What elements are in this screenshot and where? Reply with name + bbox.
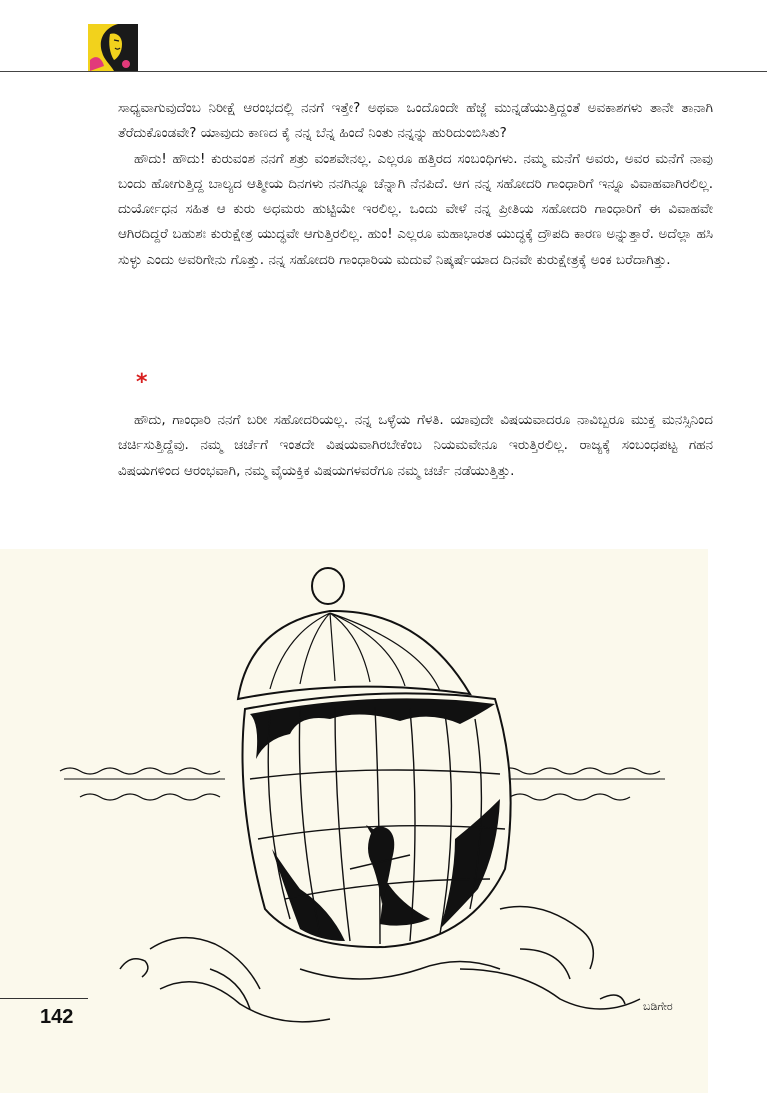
paragraph: ಹೌದು! ಹೌದು! ಕುರುವಂಶ ನನಗೆ ಶತ್ರು ವಂಶವೇನಲ್ಲ. ಎಲ್ಲರೂ ಹತ್ತಿರದ ಸಂಬಂಧಿಗಳು. ನಮ್ಮ ಮನೆಗೆ ಅವರು, ಅವರ ಮನೆಗೆ ನಾವು ಬಂದು ಹೋಗುತ್ತಿದ್ದ ಬಾಲ್ಯದ ಆತ್ಮೀಯ ದಿನಗಳು ನನಗಿನ್ನೂ ಚೆನ್ನಾಗಿ ನೆನಪಿದೆ. ಆಗ ನನ್ನ ಸಹೋದರಿ ಗಾಂಧಾರಿಗೆ ಇನ್ನೂ ವಿವಾಹವಾಗಿರಲಿಲ್ಲ. ದುರ್ಯೋಧನ ಸಹಿತ ಆ ಕುರು ಅಧಮರು ಹುಟ್ಟಿಯೇ ಇರಲಿಲ್ಲ. ಒಂದು ವೇಳೆ ನನ್ನ ಪ್ರೀತಿಯ ಸಹೋದರಿ ಗಾಂಧಾರಿಗೆ ಈ ವಿವಾಹವೇ ಆಗಿರದಿದ್ದರೆ ಬಹುಶಃ ಕುರುಕ್ಷೇತ್ರ ಯುದ್ಧವೇ ಆಗುತ್ತಿರಲಿಲ್ಲ. ಹುಂ! ಎಲ್ಲರೂ ಮಹಾಭಾರತ ಯುದ್ಧಕ್ಕೆ ದ್ರೌಪದಿ ಕಾರಣ ಅನ್ನುತ್ತಾರೆ. ಅದೆಲ್ಲಾ ಹಸಿ ಸುಳ್ಳು ಎಂದು ಅವರಿಗೇನು ಗೊತ್ತು. ನನ್ನ ಸಹೋದರಿ ಗಾಂಧಾರಿಯ ಮದುವೆ ನಿಷ್ಕರ್ಷೆಯಾದ ದಿನವೇ ಕುರುಕ್ಷೇತ್ರಕ್ಕೆ ಅಂಕ ಬರೆದಾಗಿತ್ತು. [118,150,713,268]
page-number: 142 [40,1006,74,1028]
woman-portrait-logo-icon [88,24,138,71]
body-text-top [118,96,713,273]
birdcage-illustration [0,549,708,1093]
header-rule [0,71,767,72]
page-number-rule [0,998,88,999]
paragraph: ಸಾಧ್ಯವಾಗುವುದೆಂಬ ನಿರೀಕ್ಷೆ ಆರಂಭದಲ್ಲಿ ನನಗೆ ಇತ್ತೇ? ಅಥವಾ ಒಂದೊಂದೇ ಹೆಜ್ಜೆ ಮುನ್ನಡೆಯುತ್ತಿದ್ದಂತೆ ಅವಕಾಶಗಳು ತಾನೇ ತಾನಾಗಿ ತೆರೆದುಕೊಂಡವೇ? ಯಾವುದು ಕಾಣದ ಕೈ ನನ್ನ ಬೆನ್ನ ಹಿಂದೆ ನಿಂತು ನನ್ನನ್ನು ಹುರಿದುಂಬಿಸಿತು? [118,100,713,142]
section-break-asterisk: * [136,370,148,395]
body-text-bottom [118,408,713,484]
illustration-credit: ಬಡಿಗೇರ [643,1000,673,1013]
paragraph: ಹೌದು, ಗಾಂಧಾರಿ ನನಗೆ ಬರೀ ಸಹೋದರಿಯಲ್ಲ. ನನ್ನ ಒಳ್ಳೆಯ ಗೆಳತಿ. ಯಾವುದೇ ವಿಷಯವಾದರೂ ನಾವಿಬ್ಬರೂ ಮುಕ್ತ ಮನಸ್ಸಿನಿಂದ ಚರ್ಚಿಸುತ್ತಿದ್ದೆವು. ನಮ್ಮ ಚರ್ಚೆಗೆ ಇಂತದೇ ವಿಷಯವಾಗಿರಬೇಕೆಂಬ ನಿಯಮವೇನೂ ಇರುತ್ತಿರಲಿಲ್ಲ. ರಾಜ್ಯಕ್ಕೆ ಸಂಬಂಧಪಟ್ಟ ಗಹನ ವಿಷಯಗಳಿಂದ ಆರಂಭವಾಗಿ, ನಮ್ಮ ವೈಯಕ್ತಿಕ ವಿಷಯಗಳವರೆಗೂ ನಮ್ಮ ಚರ್ಚೆ ನಡೆಯುತ್ತಿತ್ತು. [118,412,713,479]
